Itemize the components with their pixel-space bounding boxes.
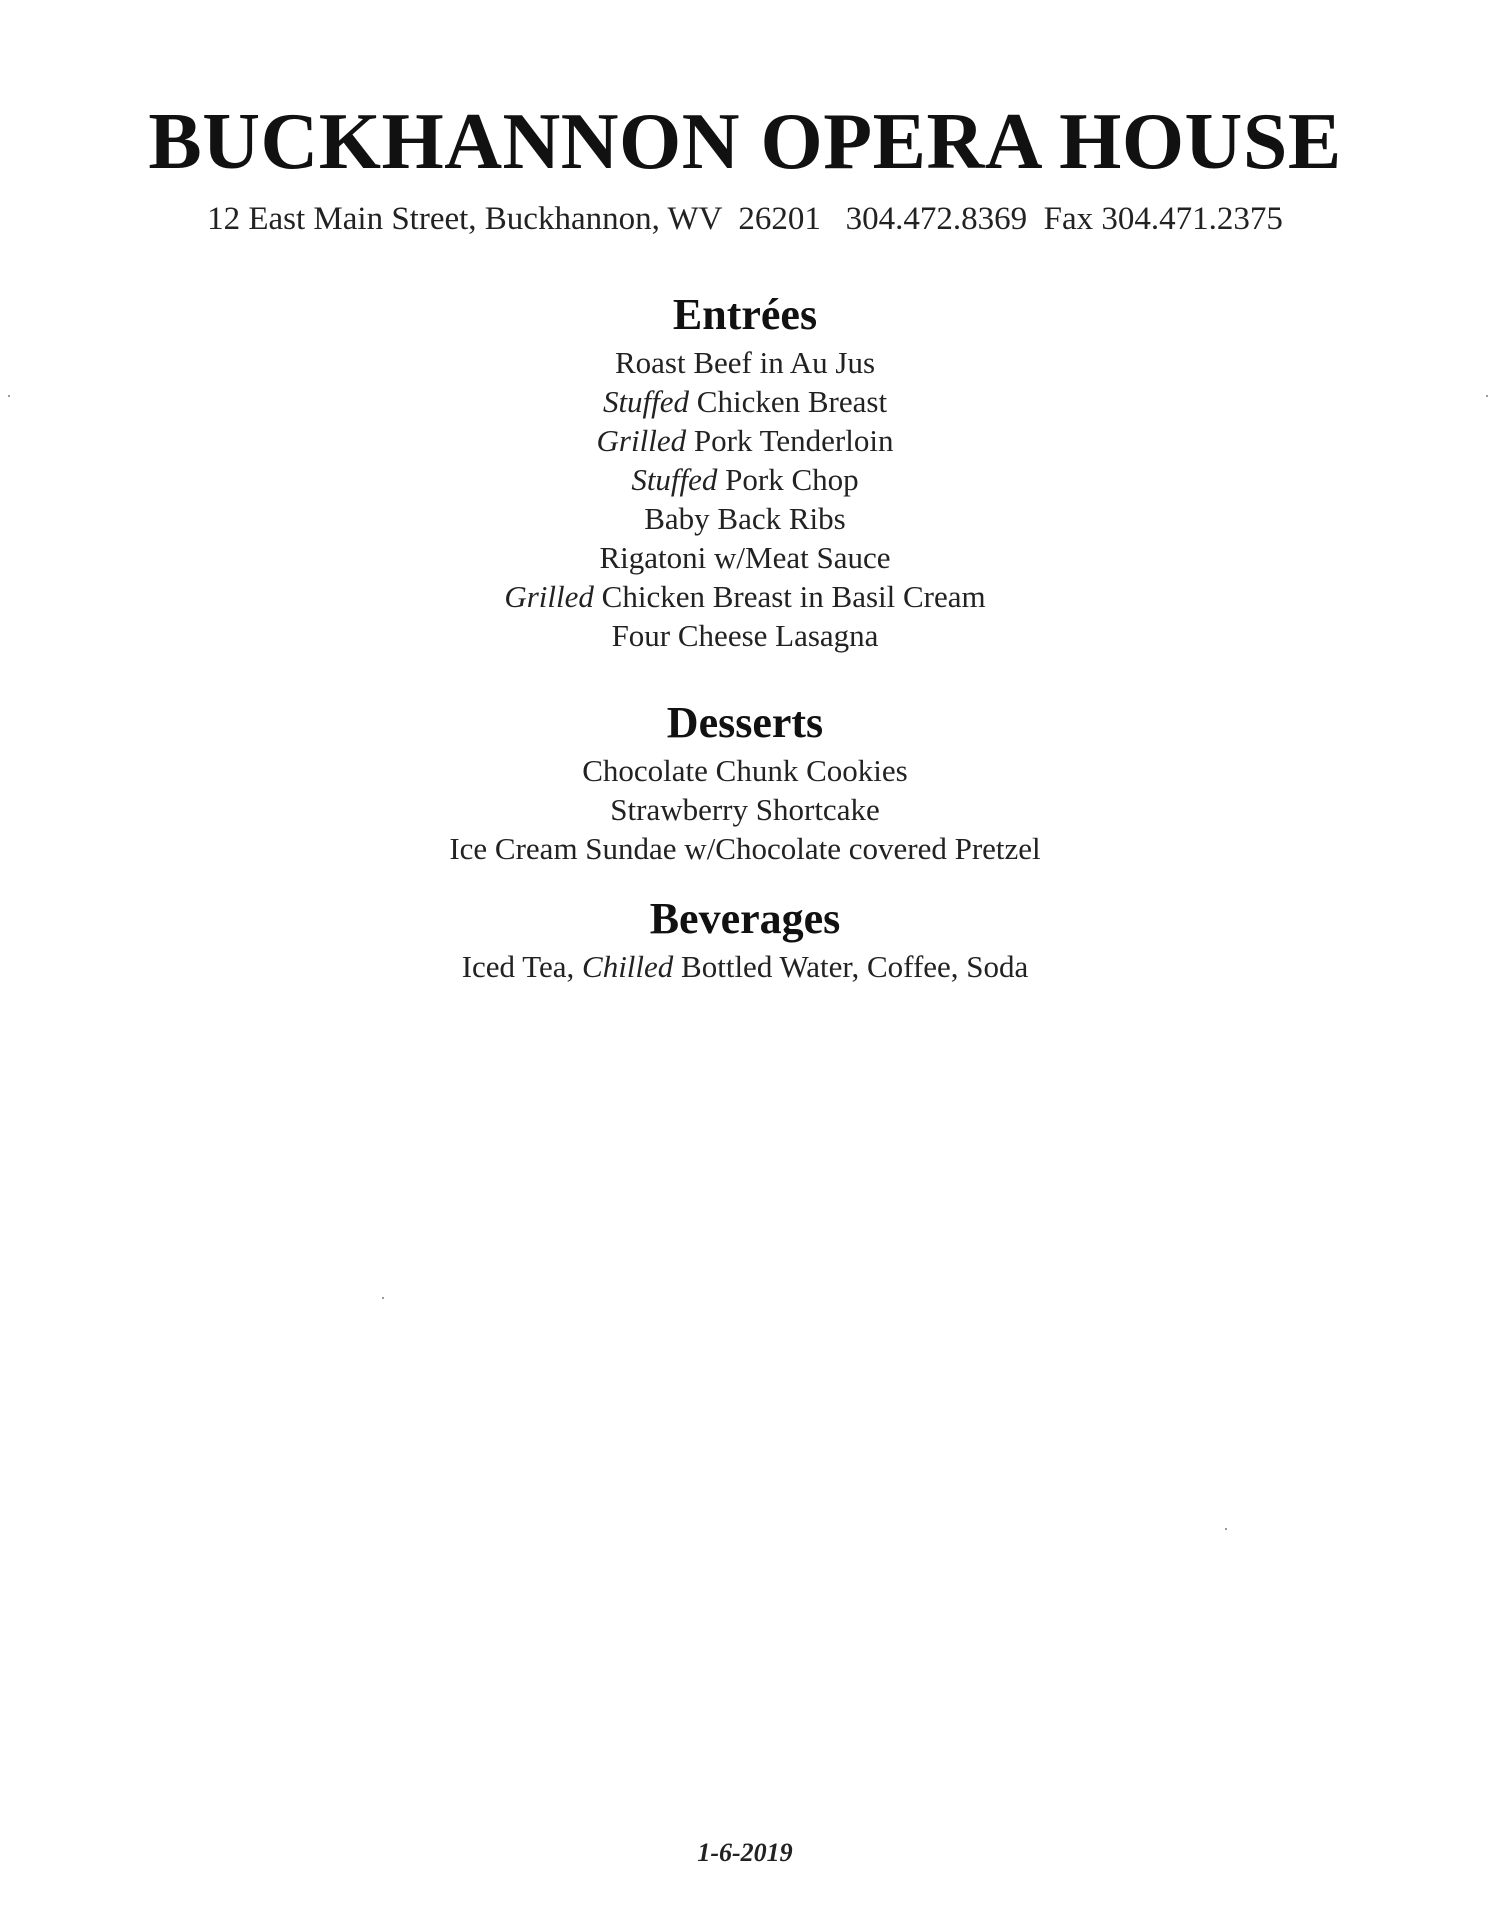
scan-speck	[8, 395, 10, 397]
dessert-item: Strawberry Shortcake	[610, 791, 880, 827]
page-title: BUCKHANNON OPERA HOUSE	[148, 98, 1342, 186]
entree-item: Grilled Chicken Breast in Basil Cream	[504, 578, 986, 614]
entree-item: Stuffed Chicken Breast	[602, 383, 888, 419]
beverages-section	[0, 894, 1490, 986]
dessert-item: Ice Cream Sundae w/Chocolate covered Pretzel	[449, 830, 1041, 866]
revision-date: 1-6-2019	[697, 1838, 793, 1867]
entree-item: Stuffed Pork Chop	[631, 461, 859, 497]
scan-speck	[1225, 1528, 1227, 1530]
desserts-heading: Desserts	[666, 698, 824, 747]
entree-item: Grilled Pork Tenderloin	[596, 422, 894, 458]
entree-item: Roast Beef in Au Jus	[614, 344, 876, 380]
entrees-heading: Entrées	[672, 290, 818, 339]
scan-speck	[382, 1297, 384, 1299]
entree-item: Four Cheese Lasagna	[611, 617, 879, 653]
desserts-section	[0, 698, 1490, 868]
beverage-line: Iced Tea, Chilled Bottled Water, Coffee, Soda	[461, 948, 1029, 984]
entree-item: Baby Back Ribs	[644, 500, 846, 536]
scan-speck	[1486, 395, 1488, 397]
dessert-item: Chocolate Chunk Cookies	[582, 752, 908, 788]
beverages-heading: Beverages	[649, 894, 841, 943]
entrees-section	[0, 290, 1490, 655]
contact-line: 12 East Main Street, Buckhannon, WV 26201 304.472.8369 Fax 304.471.2375	[207, 201, 1283, 237]
entree-item: Rigatoni w/Meat Sauce	[599, 539, 891, 575]
